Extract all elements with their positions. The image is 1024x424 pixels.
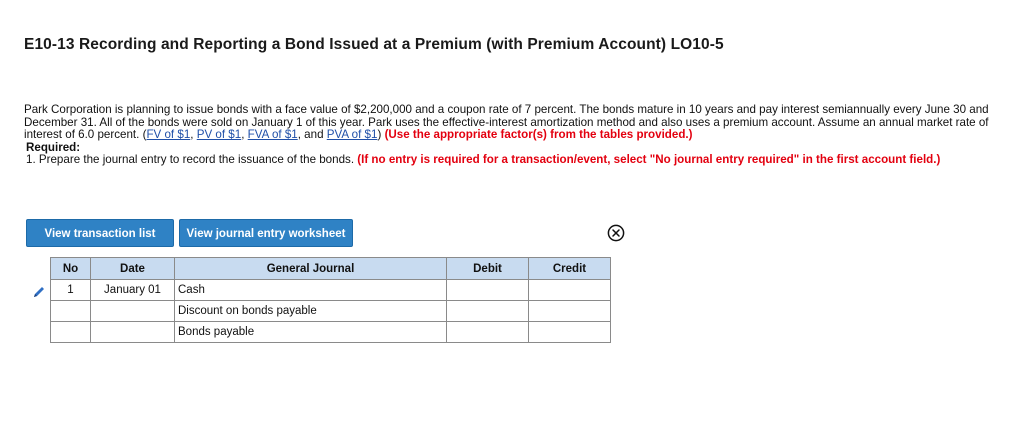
cell-credit [529, 301, 611, 322]
requirement-1 [24, 154, 1014, 167]
requirement-note: (If no entry is required for a transaction/event, select "No journal entry required" in the first account field.) [354, 153, 941, 167]
problem-statement [24, 104, 1014, 167]
pva-link[interactable]: PVA of $1 [326, 128, 378, 142]
cell-debit [447, 301, 529, 322]
separator: , [241, 128, 248, 142]
table-row[interactable] [51, 301, 611, 322]
cell-debit [447, 322, 529, 343]
fva-link[interactable]: FVA of $1 [247, 128, 298, 142]
column-header-no: No [51, 258, 91, 280]
close-paren: ) [377, 128, 382, 142]
cell-credit [529, 280, 611, 301]
table-row[interactable] [51, 280, 611, 301]
column-header-general-journal: General Journal [175, 258, 447, 280]
problem-paragraph: Park Corporation is planning to issue bonds with a face value of $2,200,000 and a coupon rate of 7 percent. The bonds mature in 10 years and pay interest semiannually every June 30 and December 31. All of the bonds were sold on January 1 of this year. Park uses the effective-interest amortization method and also uses a premium account. Assume an annual market rate of interest of 6.0 percent. ( [24, 103, 989, 142]
cell-date: January 01 [91, 280, 175, 301]
separator: , [190, 128, 197, 142]
pv-link[interactable]: PV of $1 [196, 128, 242, 142]
view-journal-entry-worksheet-button[interactable]: View journal entry worksheet [179, 219, 353, 247]
pencil-icon[interactable] [32, 285, 46, 299]
cell-date [91, 322, 175, 343]
cell-account: Cash [175, 280, 447, 301]
cell-no [51, 301, 91, 322]
separator: , and [297, 128, 327, 142]
close-icon[interactable] [607, 224, 625, 242]
cell-account: Bonds payable [175, 322, 447, 343]
cell-no [51, 322, 91, 343]
fv-link[interactable]: FV of $1 [146, 128, 191, 142]
view-transaction-list-button[interactable]: View transaction list [26, 219, 174, 247]
required-label: Required: [26, 140, 81, 154]
requirement-text: 1. Prepare the journal entry to record the issuance of the bonds. [26, 153, 355, 167]
cell-credit [529, 322, 611, 343]
cell-no: 1 [51, 280, 91, 301]
page-title: E10-13 Recording and Reporting a Bond Issued at a Premium (with Premium Account) LO10-5 [24, 36, 724, 53]
cell-debit [447, 280, 529, 301]
column-header-date: Date [91, 258, 175, 280]
table-row[interactable] [51, 322, 611, 343]
table-header-row [51, 258, 611, 280]
cell-date [91, 301, 175, 322]
cell-account: Discount on bonds payable [175, 301, 447, 322]
column-header-credit: Credit [529, 258, 611, 280]
factor-note: (Use the appropriate factor(s) from the tables provided.) [381, 128, 693, 142]
column-header-debit: Debit [447, 258, 529, 280]
journal-table [50, 257, 611, 343]
